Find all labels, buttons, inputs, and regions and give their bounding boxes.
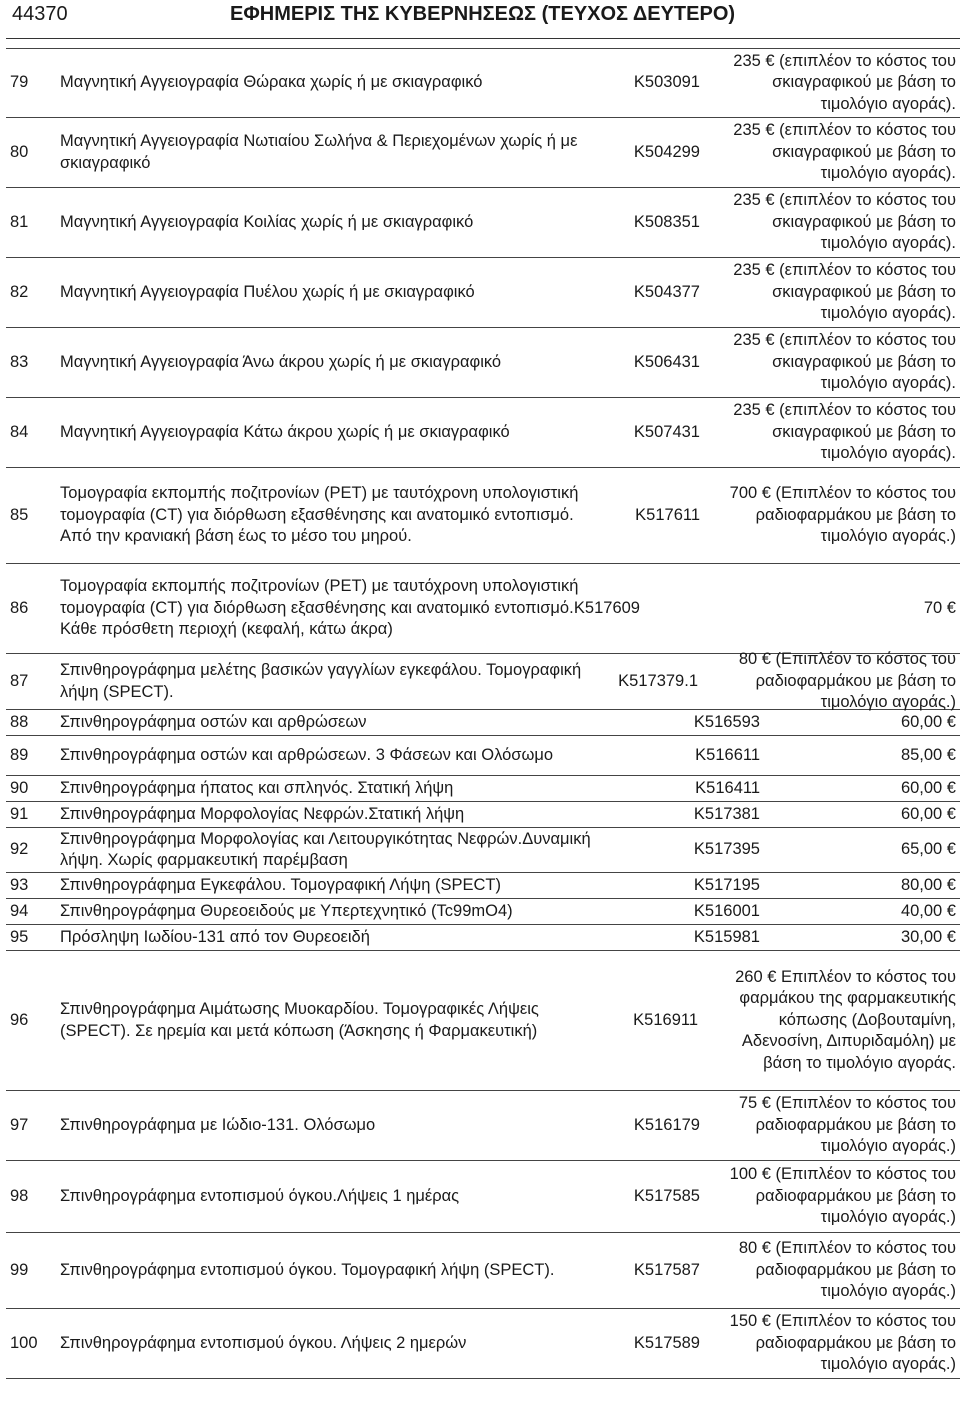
- table-row: [6, 468, 960, 564]
- procedure-code: Κ517589: [633, 1333, 700, 1352]
- table-row: [6, 776, 960, 802]
- procedure-code: Κ517395: [693, 840, 760, 859]
- procedure-code: Κ517609: [573, 598, 640, 617]
- table-row: [6, 925, 960, 951]
- procedure-title: Σπινθηρογράφημα οστών και αρθρώσεων. 3 Φάσεων και Ολόσωμο: [60, 745, 554, 764]
- row-number: 93: [10, 875, 29, 894]
- table-row: [6, 1091, 960, 1161]
- procedure-code: Κ516911: [633, 1010, 698, 1029]
- table-row: [6, 118, 960, 188]
- procedure-title: Μαγνητική Αγγειογραφία Κάτω άκρου χωρίς ή με σκιαγραφικό: [60, 422, 510, 441]
- table-row: [6, 650, 960, 712]
- procedure-title: Μαγνητική Αγγειογραφία Θώρακα χωρίς ή με σκιαγραφικό: [60, 73, 483, 92]
- procedure-title: Πρόσληψη Ιωδίου-131 από τον Θυρεοειδή: [60, 927, 370, 946]
- procedure-code: Κ515981: [693, 927, 760, 946]
- procedure-price: 235 € (επιπλέον το κόστος του σκιαγραφικού με βάση το τιμολόγιο αγοράς).: [733, 51, 956, 113]
- procedure-code: Κ517195: [693, 875, 760, 894]
- row-number: 95: [10, 927, 29, 946]
- procedure-title: Σπινθηρογράφημα εντοπισμού όγκου.Λήψεις 1 ημέρας: [60, 1186, 460, 1205]
- row-number: 97: [10, 1115, 29, 1134]
- table-row: [6, 328, 960, 398]
- procedure-code: Κ516179: [633, 1115, 700, 1134]
- procedure-title: Σπινθηρογράφημα μελέτης βασικών γαγγλίων εγκεφάλου. Τομογραφική λήψη (SPECT).: [60, 661, 582, 701]
- row-number: 82: [10, 282, 29, 301]
- procedure-price: 235 € (επιπλέον το κόστος του σκιαγραφικού με βάση το τιμολόγιο αγοράς).: [733, 191, 956, 253]
- row-number: 99: [10, 1260, 29, 1279]
- procedure-code: Κ503091: [633, 73, 700, 92]
- procedure-price: 60,00 €: [900, 778, 956, 797]
- procedure-title: Τομογραφία εκπομπής ποζιτρονίων (PET) με ταυτόχρονη υπολογιστική τομογραφία (CT) για διόρθωση εξασθένησης και ανατομικό εντοπισμό. Κάθε πρόσθετη περιοχή (κεφαλή, κάτω άκρα): [60, 577, 579, 639]
- procedure-code: Κ517611: [635, 505, 700, 524]
- procedure-price: 30,00 €: [900, 927, 956, 946]
- page-number: 44370: [12, 3, 68, 25]
- row-number: 86: [10, 598, 29, 617]
- table-row: [6, 873, 960, 899]
- row-number: 79: [10, 73, 29, 92]
- procedure-price: 75 € (Επιπλέον το κόστος του ραδιοφαρμάκου με βάση το τιμολόγιο αγοράς.): [738, 1094, 956, 1156]
- row-number: 83: [10, 352, 29, 371]
- procedure-title: Μαγνητική Αγγειογραφία Άνω άκρου χωρίς ή με σκιαγραφικό: [60, 352, 502, 371]
- procedure-price: 100 € (Επιπλέον το κόστος του ραδιοφαρμάκου με βάση το τιμολόγιο αγοράς.): [729, 1165, 956, 1227]
- table-row: [6, 951, 960, 1091]
- procedure-price: 70 €: [923, 598, 956, 617]
- row-number: 84: [10, 422, 29, 441]
- procedure-price: 80 € (Επιπλέον το κόστος του ραδιοφαρμάκου με βάση το τιμολόγιο αγοράς.): [738, 650, 956, 712]
- procedure-code: Κ504377: [633, 282, 700, 301]
- row-number: 91: [10, 804, 29, 823]
- table-row: [6, 48, 960, 118]
- procedure-code: Κ506431: [633, 352, 700, 371]
- procedure-code: Κ516411: [695, 778, 760, 797]
- procedure-code: Κ507431: [633, 422, 700, 441]
- procedure-code: Κ517585: [633, 1186, 700, 1205]
- procedure-title: Σπινθηρογράφημα Μορφολογίας Νεφρών.Στατική λήψη: [60, 804, 465, 823]
- procedure-price: 80 € (Επιπλέον το κόστος του ραδιοφαρμάκου με βάση το τιμολόγιο αγοράς.): [738, 1239, 956, 1301]
- procedure-title: Σπινθηρογράφημα Εγκεφάλου. Τομογραφική Λήψη (SPECT): [60, 875, 501, 894]
- procedure-code: Κ517587: [633, 1260, 700, 1279]
- table-row: [6, 736, 960, 776]
- row-number: 88: [10, 712, 29, 731]
- procedure-title: Μαγνητική Αγγειογραφία Πυέλου χωρίς ή με σκιαγραφικό: [60, 282, 475, 301]
- table-row: [6, 258, 960, 328]
- row-number: 98: [10, 1186, 29, 1205]
- procedure-price: 150 € (Επιπλέον το κόστος του ραδιοφαρμάκου με βάση το τιμολόγιο αγοράς.): [729, 1312, 956, 1374]
- procedure-code: Κ517379.1: [618, 671, 698, 690]
- row-number: 94: [10, 901, 29, 920]
- table-row: [6, 188, 960, 258]
- procedure-code: Κ517381: [693, 804, 760, 823]
- table-row: [6, 398, 960, 468]
- page-header: [0, 0, 960, 34]
- table-row: [6, 1161, 960, 1233]
- row-number: 80: [10, 142, 29, 161]
- procedure-title: Μαγνητική Αγγειογραφία Κοιλίας χωρίς ή με σκιαγραφικό: [60, 212, 474, 231]
- procedure-code: Κ508351: [633, 212, 700, 231]
- procedure-title: Σπινθηρογράφημα με Ιώδιο-131. Ολόσωμο: [60, 1115, 376, 1134]
- procedure-price: 80,00 €: [900, 875, 956, 894]
- table-row: [6, 564, 960, 654]
- table-row: [6, 899, 960, 925]
- row-number: 85: [10, 505, 29, 524]
- table-row: [6, 802, 960, 828]
- table-row: [6, 1309, 960, 1379]
- procedure-price: 260 € Επιπλέον το κόστος του φαρμάκου της φαρμακευτικής κόπωσης (Δοβουταμίνη, Αδενοσίνη, Διπυριδαμόλη) με βάση το τιμολόγιο αγοράς.: [735, 967, 956, 1072]
- procedure-price: 235 € (επιπλέον το κόστος του σκιαγραφικού με βάση το τιμολόγιο αγοράς).: [733, 121, 956, 183]
- procedure-price: 60,00 €: [900, 804, 956, 823]
- procedure-code: Κ516001: [693, 901, 760, 920]
- row-number: 81: [10, 212, 29, 231]
- procedure-price: 700 € (Επιπλέον το κόστος του ραδιοφαρμάκου με βάση το τιμολόγιο αγοράς.): [729, 484, 956, 546]
- procedure-price: 65,00 €: [900, 840, 956, 859]
- procedure-title: Σπινθηρογράφημα εντοπισμού όγκου. Λήψεις 2 ημερών: [60, 1333, 467, 1352]
- procedure-title: Σπινθηρογράφημα Θυρεοειδούς με Υπερτεχνητικό (Tc99mO4): [60, 901, 513, 920]
- row-number: 90: [10, 778, 29, 797]
- row-number: 96: [10, 1010, 29, 1029]
- table-row: [6, 710, 960, 736]
- procedure-price: 235 € (επιπλέον το κόστος του σκιαγραφικού με βάση το τιμολόγιο αγοράς).: [733, 261, 956, 323]
- header-divider: [6, 38, 960, 39]
- procedure-title: Σπινθηρογράφημα οστών και αρθρώσεων: [60, 712, 367, 731]
- table-row: [6, 1233, 960, 1309]
- procedure-code: Κ516611: [695, 745, 760, 764]
- procedure-price: 235 € (επιπλέον το κόστος του σκιαγραφικού με βάση το τιμολόγιο αγοράς).: [733, 331, 956, 393]
- procedure-price: 85,00 €: [900, 745, 956, 764]
- procedure-price: 60,00 €: [900, 712, 956, 731]
- procedure-title: Μαγνητική Αγγειογραφία Νωτιαίου Σωλήνα & Περιεχομένων χωρίς ή με σκιαγραφικό: [60, 132, 578, 172]
- procedure-title: Σπινθηρογράφημα Μορφολογίας και Λειτουργικότητας Νεφρών.Δυναμική λήψη. Χωρίς φαρμακευτική παρέμβαση: [60, 829, 591, 869]
- row-number: 89: [10, 745, 29, 764]
- procedure-code: Κ504299: [633, 142, 700, 161]
- row-number: 92: [10, 840, 29, 859]
- row-number: 87: [10, 671, 29, 690]
- procedure-title: Σπινθηρογράφημα ήπατος και σπληνός. Στατική λήψη: [60, 778, 454, 797]
- procedure-price: 40,00 €: [900, 901, 956, 920]
- procedure-title: Σπινθηρογράφημα Αιμάτωσης Μυοκαρδίου. Τομογραφικές Λήψεις (SPECT). Σε ηρεμία και μετά κόπωση (Άσκησης ή Φαρμακευτική): [60, 1000, 539, 1040]
- procedure-title: Τομογραφία εκπομπής ποζιτρονίων (PET) με ταυτόχρονη υπολογιστική τομογραφία (CT) για διόρθωση εξασθένησης και ανατομικό εντοπισμό. Από την κρανιακή βάση έως το μέσο του μηρού.: [60, 484, 579, 546]
- procedure-code: Κ516593: [693, 712, 760, 731]
- procedure-title: Σπινθηρογράφημα εντοπισμού όγκου. Τομογραφική λήψη (SPECT).: [60, 1260, 555, 1279]
- procedure-price: 235 € (επιπλέον το κόστος του σκιαγραφικού με βάση το τιμολόγιο αγοράς).: [733, 401, 956, 463]
- table-row: [6, 828, 960, 873]
- gazette-title: ΕΦΗΜΕΡΙΣ ΤΗΣ ΚΥΒΕΡΝΗΣΕΩΣ (ΤΕΥΧΟΣ ΔΕΥΤΕΡΟ): [230, 3, 736, 25]
- row-number: 100: [10, 1333, 38, 1352]
